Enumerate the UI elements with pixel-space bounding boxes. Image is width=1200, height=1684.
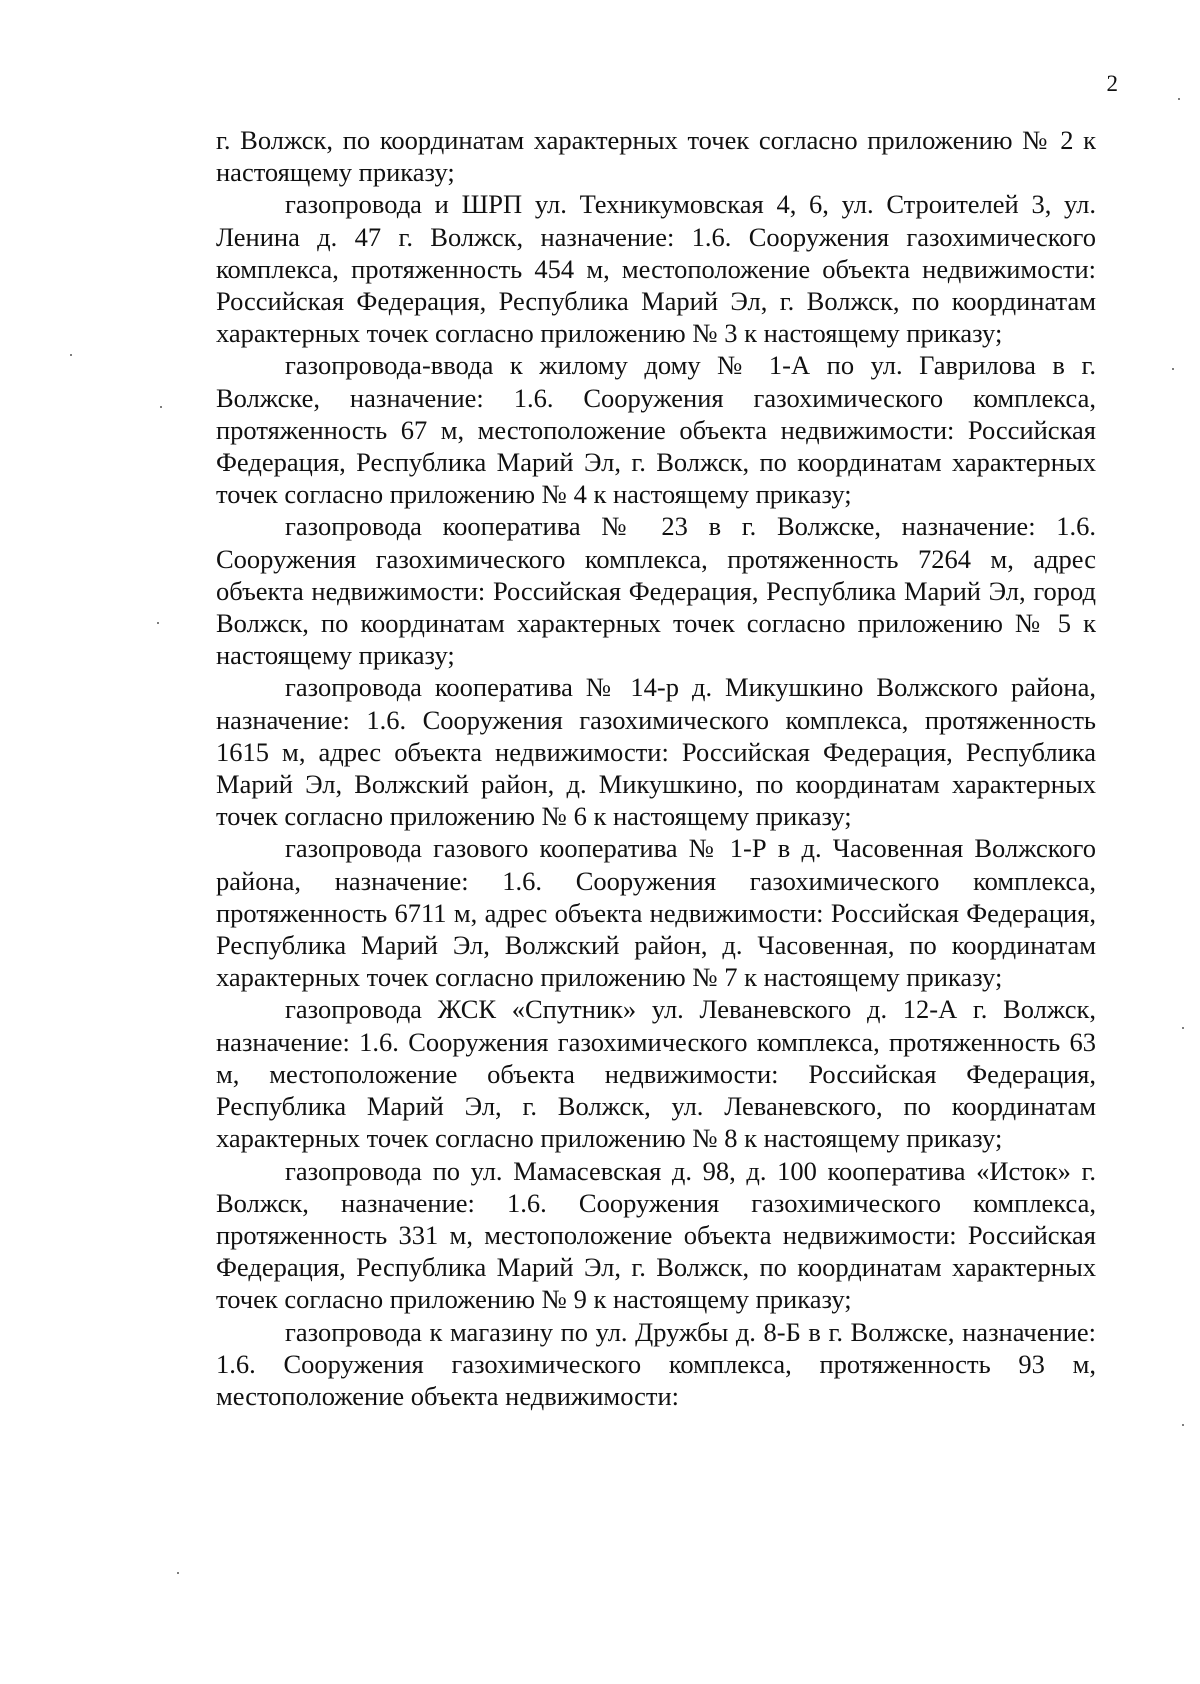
paragraph-item: газопровода кооператива № 23 в г. Волжске, назначение: 1.6. Сооружения газохимического комплекса, протяженность 7264 м, адрес объекта недвижимости: Российская Федерация, Республика Марий Эл, город Волжск, по координатам характерных точек согласно приложению № 5 к настоящему приказу; [216, 511, 1096, 671]
scan-speck [70, 354, 72, 356]
paragraph-item: газопровода ЖСК «Спутник» ул. Леваневского д. 12-А г. Волжск, назначение: 1.6. Сооружения газохимического комплекса, протяженность 63 м, местоположение объекта недвижимости: Российская Федерация, Республика Марий Эл, г. Волжск, ул. Леваневского, по координатам характерных точек согласно приложению № 8 к настоящему приказу; [216, 994, 1096, 1154]
scan-speck [177, 1572, 179, 1574]
paragraph-item: газопровода газового кооператива № 1-Р в д. Часовенная Волжского района, назначение: 1.6. Сооружения газохимического комплекса, протяженность 6711 м, адрес объекта недвижимости: Российская Федерация, Республика Марий Эл, Волжский район, д. Часовенная, по координатам характерных точек согласно приложению № 7 к настоящему приказу; [216, 833, 1096, 993]
document-body [216, 124, 1096, 1412]
scan-speck [1172, 368, 1174, 370]
paragraph-item: газопровода-ввода к жилому дому № 1-А по ул. Гаврилова в г. Волжске, назначение: 1.6. Сооружения газохимического комплекса, протяженность 67 м, местоположение объекта недвижимости: Российская Федерация, Республика Марий Эл, г. Волжск, по координатам характерных точек согласно приложению № 4 к настоящему приказу; [216, 350, 1096, 510]
scan-speck [157, 622, 159, 624]
paragraph-continuation: г. Волжск, по координатам характерных точек согласно приложению № 2 к настоящему приказу; [216, 125, 1096, 188]
paragraph-item: газопровода кооператива № 14-р д. Микушкино Волжского района, назначение: 1.6. Сооружения газохимического комплекса, протяженность 1615 м, адрес объекта недвижимости: Российская Федерация, Республика Марий Эл, Волжский район, д. Микушкино, по координатам характерных точек согласно приложению № 6 к настоящему приказу; [216, 672, 1096, 832]
scan-speck [1182, 1424, 1184, 1426]
scan-speck [1178, 98, 1180, 100]
paragraph-item: газопровода к магазину по ул. Дружбы д. 8-Б в г. Волжске, назначение: 1.6. Сооружения газохимического комплекса, протяженность 93 м, местоположение объекта недвижимости: [216, 1316, 1096, 1411]
paragraph-item: газопровода и ШРП ул. Техникумовская 4, 6, ул. Строителей 3, ул. Ленина д. 47 г. Волжск, назначение: 1.6. Сооружения газохимического комплекса, протяженность 454 м, местоположение объекта недвижимости: Российская Федерация, Республика Марий Эл, г. Волжск, по координатам характерных точек согласно приложению № 3 к настоящему приказу; [216, 189, 1096, 349]
scan-speck [1182, 1027, 1184, 1029]
paragraph-item: газопровода по ул. Мамасевская д. 98, д. 100 кооператива «Исток» г. Волжск, назначение: 1.6. Сооружения газохимического комплекса, протяженность 331 м, местоположение объекта недвижимости: Российская Федерация, Республика Марий Эл, г. Волжск, по координатам характерных точек согласно приложению № 9 к настоящему приказу; [216, 1155, 1096, 1315]
page-number: 2 [1106, 71, 1118, 96]
scan-speck [160, 406, 162, 408]
